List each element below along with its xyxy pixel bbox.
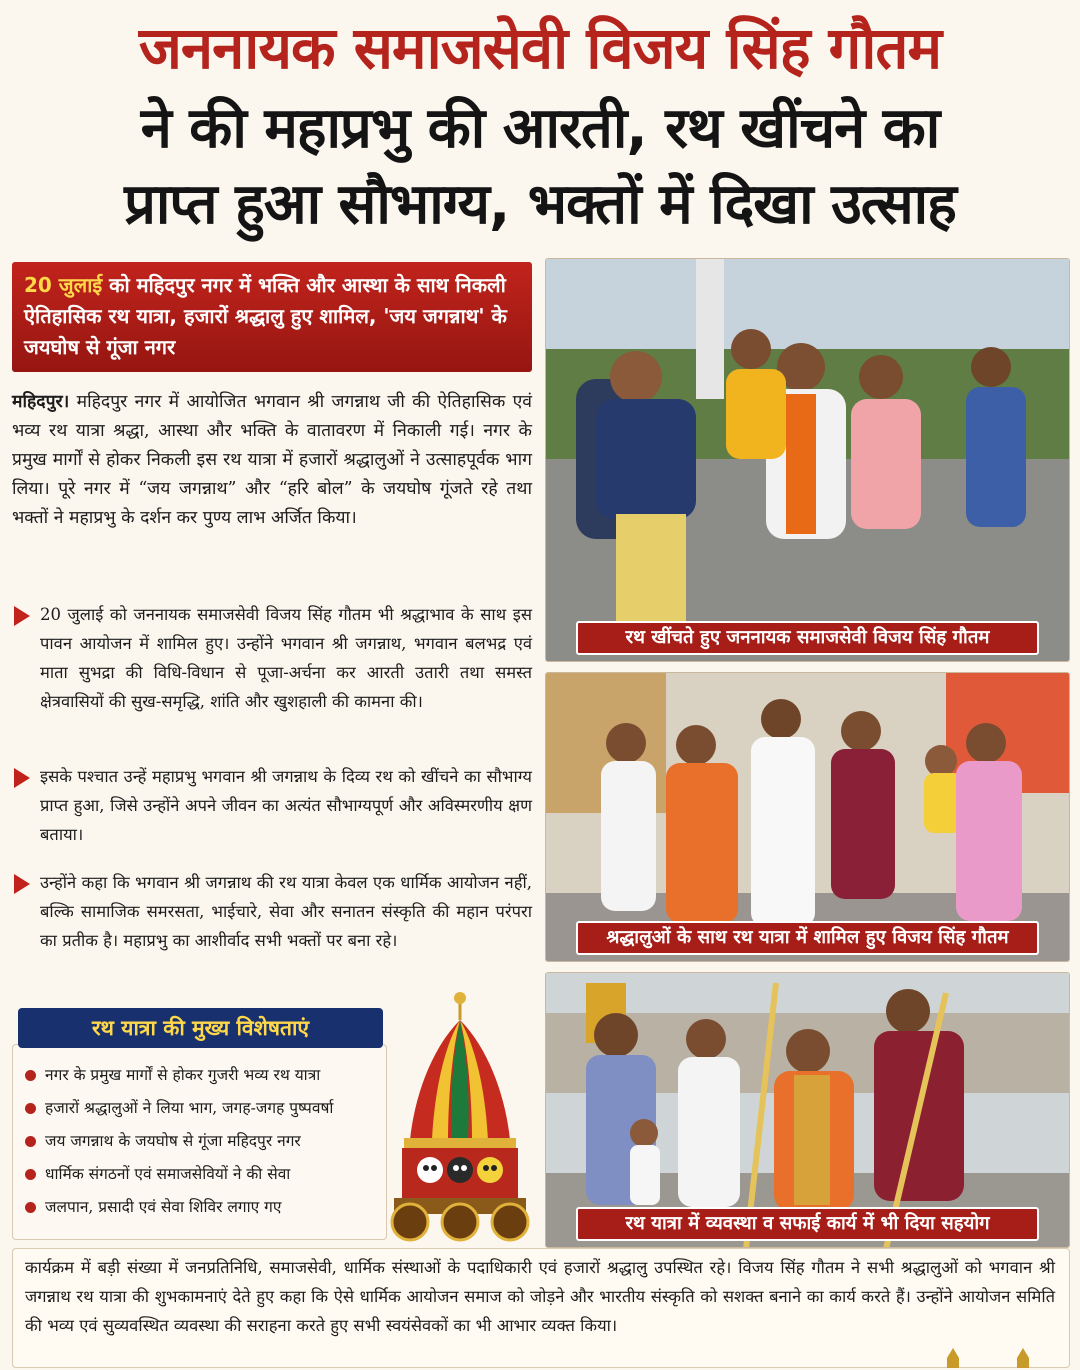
list-item: नगर के प्रमुख मार्गों से होकर गुजरी भव्य रथ यात्रा <box>23 1059 378 1092</box>
bullet-paragraph-2 <box>12 762 532 849</box>
headline <box>0 0 1080 250</box>
photo-caption: रथ खींचते हुए जननायक समाजसेवी विजय सिंह गौतम <box>576 621 1039 655</box>
photo-arrangement-support <box>545 972 1070 1248</box>
list-item: हजारों श्रद्धालुओं ने लिया भाग, जगह-जगह पुष्पवर्षा <box>23 1092 378 1125</box>
decorative-temple-icon <box>1012 1346 1034 1368</box>
triangle-arrow-icon <box>14 768 30 788</box>
bullet-text: 20 जुलाई को जननायक समाजसेवी विजय सिंह गौतम भी श्रद्धाभाव के साथ इस पावन आयोजन में शामिल हुए। उन्होंने भगवान श्री जगन्नाथ, भगवान बलभद्र एवं माता सुभद्रा की विधि-विधान से पूजा-अर्चना कर आरती उतारी तथा समस्त क्षेत्रवासियों की सुख-समृद्धि, शांति और खुशहाली की कामना की। <box>40 605 532 711</box>
photo-with-devotees <box>545 672 1070 962</box>
intro-paragraph <box>12 388 532 533</box>
features-list-box <box>12 1044 387 1240</box>
features-title: रथ यात्रा की मुख्य विशेषताएं <box>18 1008 383 1048</box>
closing-text: कार्यक्रम में बड़ी संख्या में जनप्रतिनिधि, समाजसेवी, धार्मिक संस्थाओं के पदाधिकारी एवं हजारों श्रद्धालु उपस्थित रहे। विजय सिंह गौतम ने सभी श्रद्धालुओं को भगवान श्री जगन्नाथ रथ यात्रा की शुभकामनाएं देते हुए कहा कि ऐसे धार्मिक आयोजन समाज को जोड़ने और भारतीय संस्कृति को सशक्त बनाने का कार्य करते हैं। उन्होंने आयोजन समिति की भव्य एवं सुव्यवस्थित व्यवस्था की सराहना करते हुए सभी स्वयंसेवकों का भी आभार व्यक्त किया। <box>25 1258 1055 1335</box>
features-panel <box>12 1008 387 1240</box>
list-item: जय जगन्नाथ के जयघोष से गूंजा महिदपुर नगर <box>23 1125 378 1158</box>
bullet-dot-icon <box>25 1103 36 1114</box>
bullet-text: इसके पश्चात उन्हें महाप्रभु भगवान श्री जगन्नाथ के दिव्य रथ को खींचने का सौभाग्य प्राप्त हुआ, जिसे उन्होंने अपने जीवन का अत्यंत सौभाग्यपूर्ण और अविस्मरणीय क्षण बताया। <box>40 767 532 844</box>
triangle-arrow-icon <box>14 606 30 626</box>
bullet-dot-icon <box>25 1070 36 1081</box>
features-list <box>23 1059 378 1224</box>
photo-caption: श्रद्धालुओं के साथ रथ यात्रा में शामिल हुए विजय सिंह गौतम <box>576 921 1039 955</box>
headline-line-2: ने की महाप्रभु की आरती, रथ खींचने का <box>140 96 940 161</box>
bullet-dot-icon <box>25 1136 36 1147</box>
photo-caption: रथ यात्रा में व्यवस्था व सफाई कार्य में भी दिया सहयोग <box>576 1207 1039 1241</box>
headline-line-3: प्राप्त हुआ सौभाग्य, भक्तों में दिखा उत्साह <box>124 172 956 237</box>
list-item: धार्मिक संगठनों एवं समाजसेवियों ने की सेवा <box>23 1158 378 1191</box>
subhead-text: को महिदपुर नगर में भक्ति और आस्था के साथ निकली ऐतिहासिक रथ यात्रा, हजारों श्रद्धालु हुए शामिल, 'जय जगन्नाथ' के जयघोष से गूंजा नगर <box>24 273 507 359</box>
bullet-paragraph-1 <box>12 600 532 716</box>
bullet-dot-icon <box>25 1169 36 1180</box>
list-item: जलपान, प्रसादी एवं सेवा शिविर लगाए गए <box>23 1191 378 1224</box>
bullet-text: उन्होंने कहा कि भगवान श्री जगन्नाथ की रथ यात्रा केवल एक धार्मिक आयोजन नहीं, बल्कि सामाजिक समरसता, भाईचारे, सेवा और सनातन संस्कृति की महान परंपरा का प्रतीक है। महाप्रभु का आशीर्वाद सभी भक्तों पर बना रहे। <box>40 873 532 950</box>
rath-chariot-illustration <box>380 990 540 1248</box>
bullet-paragraph-3 <box>12 868 532 955</box>
dateline-place: महिदपुर। <box>12 392 70 412</box>
closing-paragraph <box>12 1248 1070 1368</box>
headline-line-1: जननायक समाजसेवी विजय सिंह गौतम <box>138 14 942 82</box>
intro-text: महिदपुर नगर में आयोजित भगवान श्री जगन्नाथ जी की ऐतिहासिक एवं भव्य रथ यात्रा श्रद्धा, आस्था और भक्ति के वातावरण में निकाली गई। नगर के प्रमुख मार्गों से होकर निकली इस रथ यात्रा में हजारों श्रद्धालुओं ने उत्साहपूर्वक भाग लिया। पूरे नगर में “जय जगन्नाथ” और “हरि बोल” के जयघोष गूंजते रहे तथा भक्तों ने महाप्रभु के दर्शन कर पुण्य लाभ अर्जित किया। <box>12 392 532 528</box>
bullet-dot-icon <box>25 1202 36 1213</box>
photo-chariot-pulling <box>545 258 1070 662</box>
triangle-arrow-icon <box>14 874 30 894</box>
subhead-date: 20 जुलाई <box>24 273 103 297</box>
subhead-box <box>12 262 532 372</box>
decorative-temple-icon <box>942 1346 964 1368</box>
